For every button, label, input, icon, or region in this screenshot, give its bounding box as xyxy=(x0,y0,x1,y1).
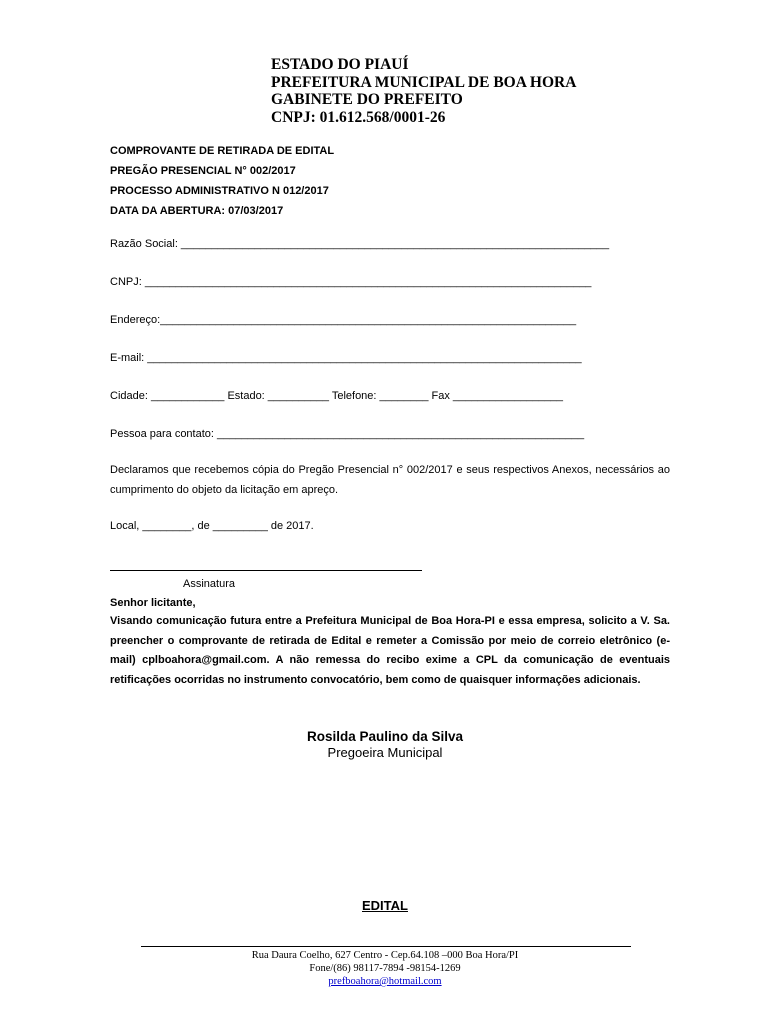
notice-text: Visando comunicação futura entre a Prefeitura Municipal de Boa Hora-PI e essa empresa, solicito a V. Sa. preencher o comprovante de retirada de Edital e remeter a Comissão por meio de correio eletrônico (e-mail) cplboahora@gmail.com. A não remessa do recibo exime a CPL da comunicação de eventuais retificações ocorridas no instrumento convocatório, bem como de quaisquer informações adicionais. xyxy=(110,615,670,686)
receipt-title: COMPROVANTE DE RETIRADA DE EDITAL xyxy=(110,145,335,157)
contact-person-field[interactable]: Pessoa para contato: ____________________________________________________________ xyxy=(110,428,585,440)
footer-divider xyxy=(141,946,631,947)
local-date-line[interactable]: Local, ________, de _________ de 2017. xyxy=(110,520,314,532)
office-name: GABINETE DO PREFEITO xyxy=(271,91,463,108)
signature-label: Assinatura xyxy=(183,578,235,590)
salutation: Senhor licitante, xyxy=(110,597,196,609)
section-title: EDITAL xyxy=(362,898,408,913)
letterhead xyxy=(271,56,576,126)
cnpj-header: CNPJ: 01.612.568/0001-26 xyxy=(271,108,446,126)
footer-email-wrap xyxy=(0,976,770,989)
state-name: ESTADO DO PIAUÍ xyxy=(271,56,409,73)
email-field[interactable]: E-mail: _______________________________________________________________________ xyxy=(110,352,582,364)
city-hall-name: PREFEITURA MUNICIPAL DE BOA HORA xyxy=(271,73,577,91)
footer-email-link[interactable]: prefboahora@hotmail.com xyxy=(328,976,442,987)
footer-address: Rua Daura Coelho, 627 Centro - Cep.64.108 –000 Boa Hora/PI xyxy=(251,950,519,961)
footer-phone: Fone/(86) 98117-7894 -98154-1269 xyxy=(309,963,461,974)
signature-line xyxy=(110,570,422,571)
title-block xyxy=(110,141,334,221)
process-number: PROCESSO ADMINISTRATIVO N 012/2017 xyxy=(110,185,329,197)
address-field[interactable]: Endereço:____________________________________________________________________ xyxy=(110,314,577,326)
razao-social-field[interactable]: Razão Social: ______________________________________________________________________ xyxy=(110,238,610,250)
cnpj-field[interactable]: CNPJ: _________________________________________________________________________ xyxy=(110,276,592,288)
declaration-text: Declaramos que recebemos cópia do Pregão Presencial n° 002/2017 e seus respectivos Anexos, necessários ao cumprimento do objeto da licitação em apreço. xyxy=(110,464,670,496)
opening-date: DATA DA ABERTURA: 07/03/2017 xyxy=(110,205,284,217)
city-state-phone-fax-field[interactable]: Cidade: ____________ Estado: __________ Telefone: ________ Fax __________________ xyxy=(110,390,564,402)
signer-name: Rosilda Paulino da Silva xyxy=(306,729,464,744)
auction-number: PREGÃO PRESENCIAL N° 002/2017 xyxy=(110,165,296,177)
signer-role: Pregoeira Municipal xyxy=(327,745,443,760)
